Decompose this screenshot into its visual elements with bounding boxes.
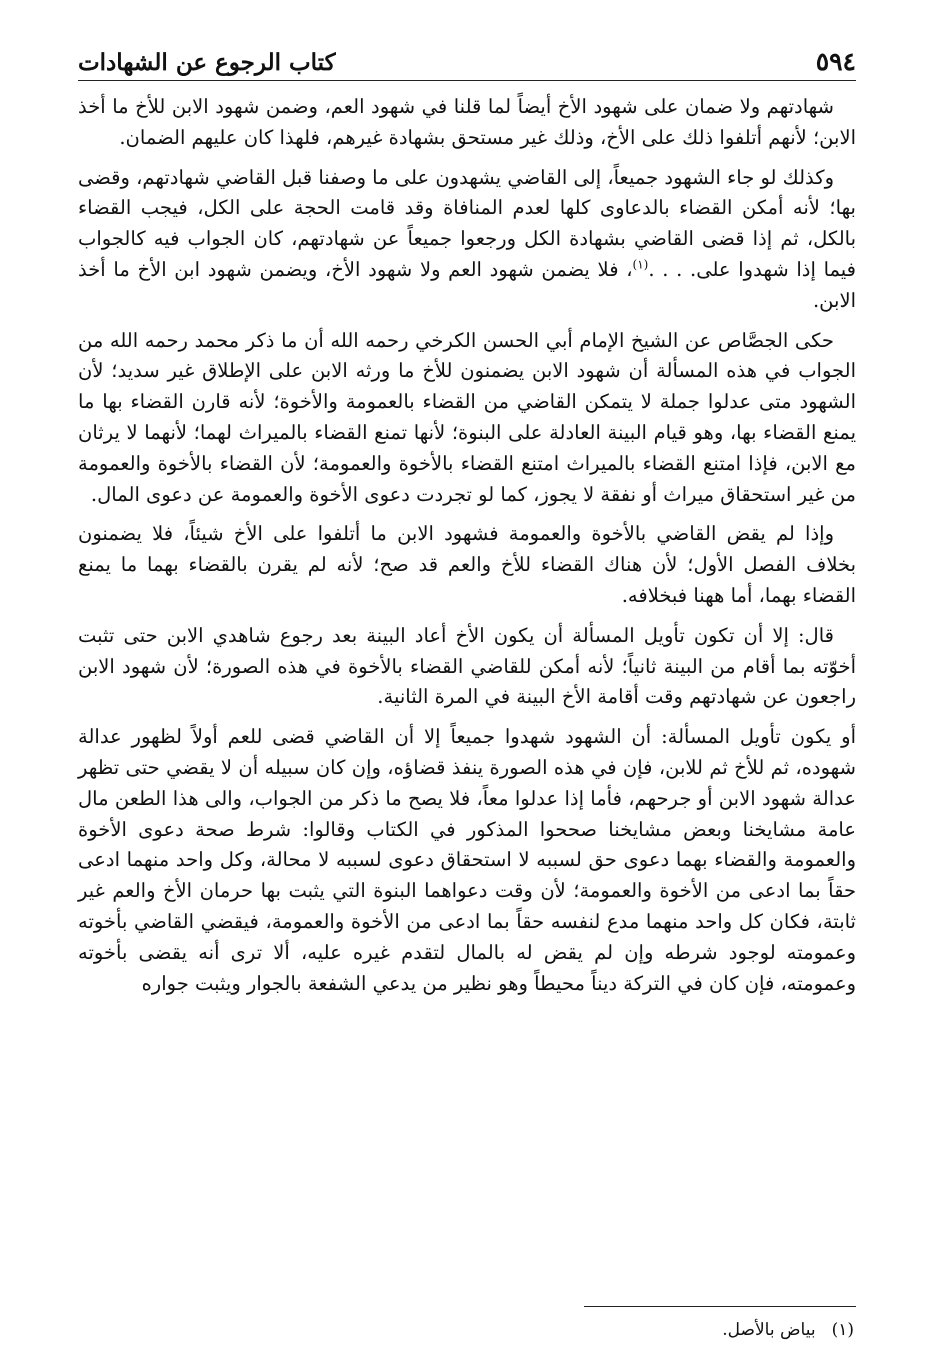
footnote-reference: (١) <box>632 257 649 272</box>
paragraph-6: أو يكون تأويل المسألة: أن الشهود شهدوا جميعاً إلا أن القاضي قضى للعم أولاً لظهور عدالة شهوده، ثم للأخ ثم للابن، فإن في هذه الصورة ينفذ قضاؤه، وإن كان سبيله أن لا يقضي حتى تظهر عدالة شهود الابن أو جرحهم، فأما إذا عدلوا معاً، فلا يصح ما ذكر من الجواب، والى هذا الطعن مال عامة مشايخنا وبعض مشايخنا صححوا المذكور في الكتاب وقالوا: شرط صحة دعوى الأخوة والعمومة والقضاء بهما دعوى حق لسببه لا استحقاق دعوى لسببه لا محالة، وكل واحد منهما ادعى حقاً بما ادعى من الأخوة والعمومة؛ لأن وقت دعواهما البنوة التي يثبت بها حرمان الأخ والعم غير ثابتة، فكان كل واحد منهما مدع لنفسه حقاً بما ادعى من الأخوة والعمومة، فيقضي القاضي بأخوته وعمومته لوجود شرطه وإن لم يقض له بالمال لتقدم غيره عليه، ألا ترى أنه يقضى بأخوته وعمومته، فإن كان في التركة ديناً محيطاً وهو نظير من يدعي الشفعة بالجوار ويثبت جواره <box>78 725 856 995</box>
footnote <box>722 1318 854 1342</box>
footnote-divider <box>584 1306 856 1307</box>
paragraph-5: قال: إلا أن تكون تأويل المسألة أن يكون الأخ أعاد البينة بعد رجوع شاهدي الابن حتى تثبت أخوّته بما أقام من البينة ثانياً؛ لأنه أمكن للقاضي القضاء بالأخوة في هذه الصورة؛ لأن شهود الابن راجعون عن شهادتهم وقت أقامة الأخ البينة في المرة الثانية. <box>78 623 856 709</box>
paragraph-2-text: وكذلك لو جاء الشهود جميعاً، إلى القاضي يشهدون على ما وصفنا قبل القاضي شهادتهم، وقضى بها؛ لأنه أمكن القضاء بالدعاوى كلها لعدم المنافاة وقد قامت الحجة على الكل، فيجب القضاء بالكل، ثم إذا قضى القاضي بشهادة الكل ورجعوا جميعاً عن شهادتهم، كان الجواب فيه كالجواب فيما إذا شهدوا على. . . . <box>78 165 856 281</box>
book-title: كتاب الرجوع عن الشهادات <box>78 49 336 76</box>
running-head <box>78 34 856 76</box>
page-number: ٥٩٤ <box>815 47 856 76</box>
paragraph-2-text-continued: ، فلا يضمن شهود العم ولا شهود الأخ، ويضمن شهود ابن الأخ ما أخذ الابن. <box>78 257 856 312</box>
paragraph-4: وإذا لم يقض القاضي بالأخوة والعمومة فشهود الابن ما أتلفوا على الأخ شيئاً، فلا يضمنون بخلاف الفصل الأول؛ لأن هناك القضاء للأخ والعم قد صح؛ لأنه لم يقرن بالقضاء بهما ما يمنع القضاء بهما، أما ههنا فبخلافه. <box>78 522 856 607</box>
main-text <box>78 92 856 1008</box>
footnote-number: (١) <box>831 1320 854 1340</box>
footnote-text: بياض بالأصل. <box>722 1320 816 1340</box>
header-divider <box>78 80 856 81</box>
paragraph-2 <box>78 163 856 317</box>
paragraph-1: شهادتهم ولا ضمان على شهود الأخ أيضاً لما قلنا في شهود العم، وضمن شهود الابن للأخ ما أخذ الابن؛ لأنهم أتلفوا ذلك على الأخ، وذلك غير مستحق بشهادة غيرهم، فلهذا كان عليهم الضمان. <box>78 95 856 149</box>
paragraph-3: حكى الجصَّاص عن الشيخ الإمام أبي الحسن الكرخي رحمه الله أن ما ذكر محمد رحمه الله من الجواب في هذه المسألة أن شهود الابن يضمنون للأخ ما ورثه الابن على الإطلاق غير سديد؛ لأن الشهود متى عدلوا جملة لا يتمكن القاضي من القضاء بالعمومة والأخوة؛ لأنه قارن القضاء بها ما يمنع القضاء بها، وهو قيام البينة العادلة على البنوة؛ لأنها تمنع القضاء بالميراث لهما؛ لأنهما لا يرثان مع الابن، فإذا امتنع القضاء بالميراث امتنع القضاء بالأخوة والعمومة؛ لأن القضاء بالأخوة والعمومة من غير استحقاق ميراث أو نفقة لا يجوز، كما لو تجردت دعوى الأخوة والعمومة عن دعوى المال. <box>78 328 856 506</box>
